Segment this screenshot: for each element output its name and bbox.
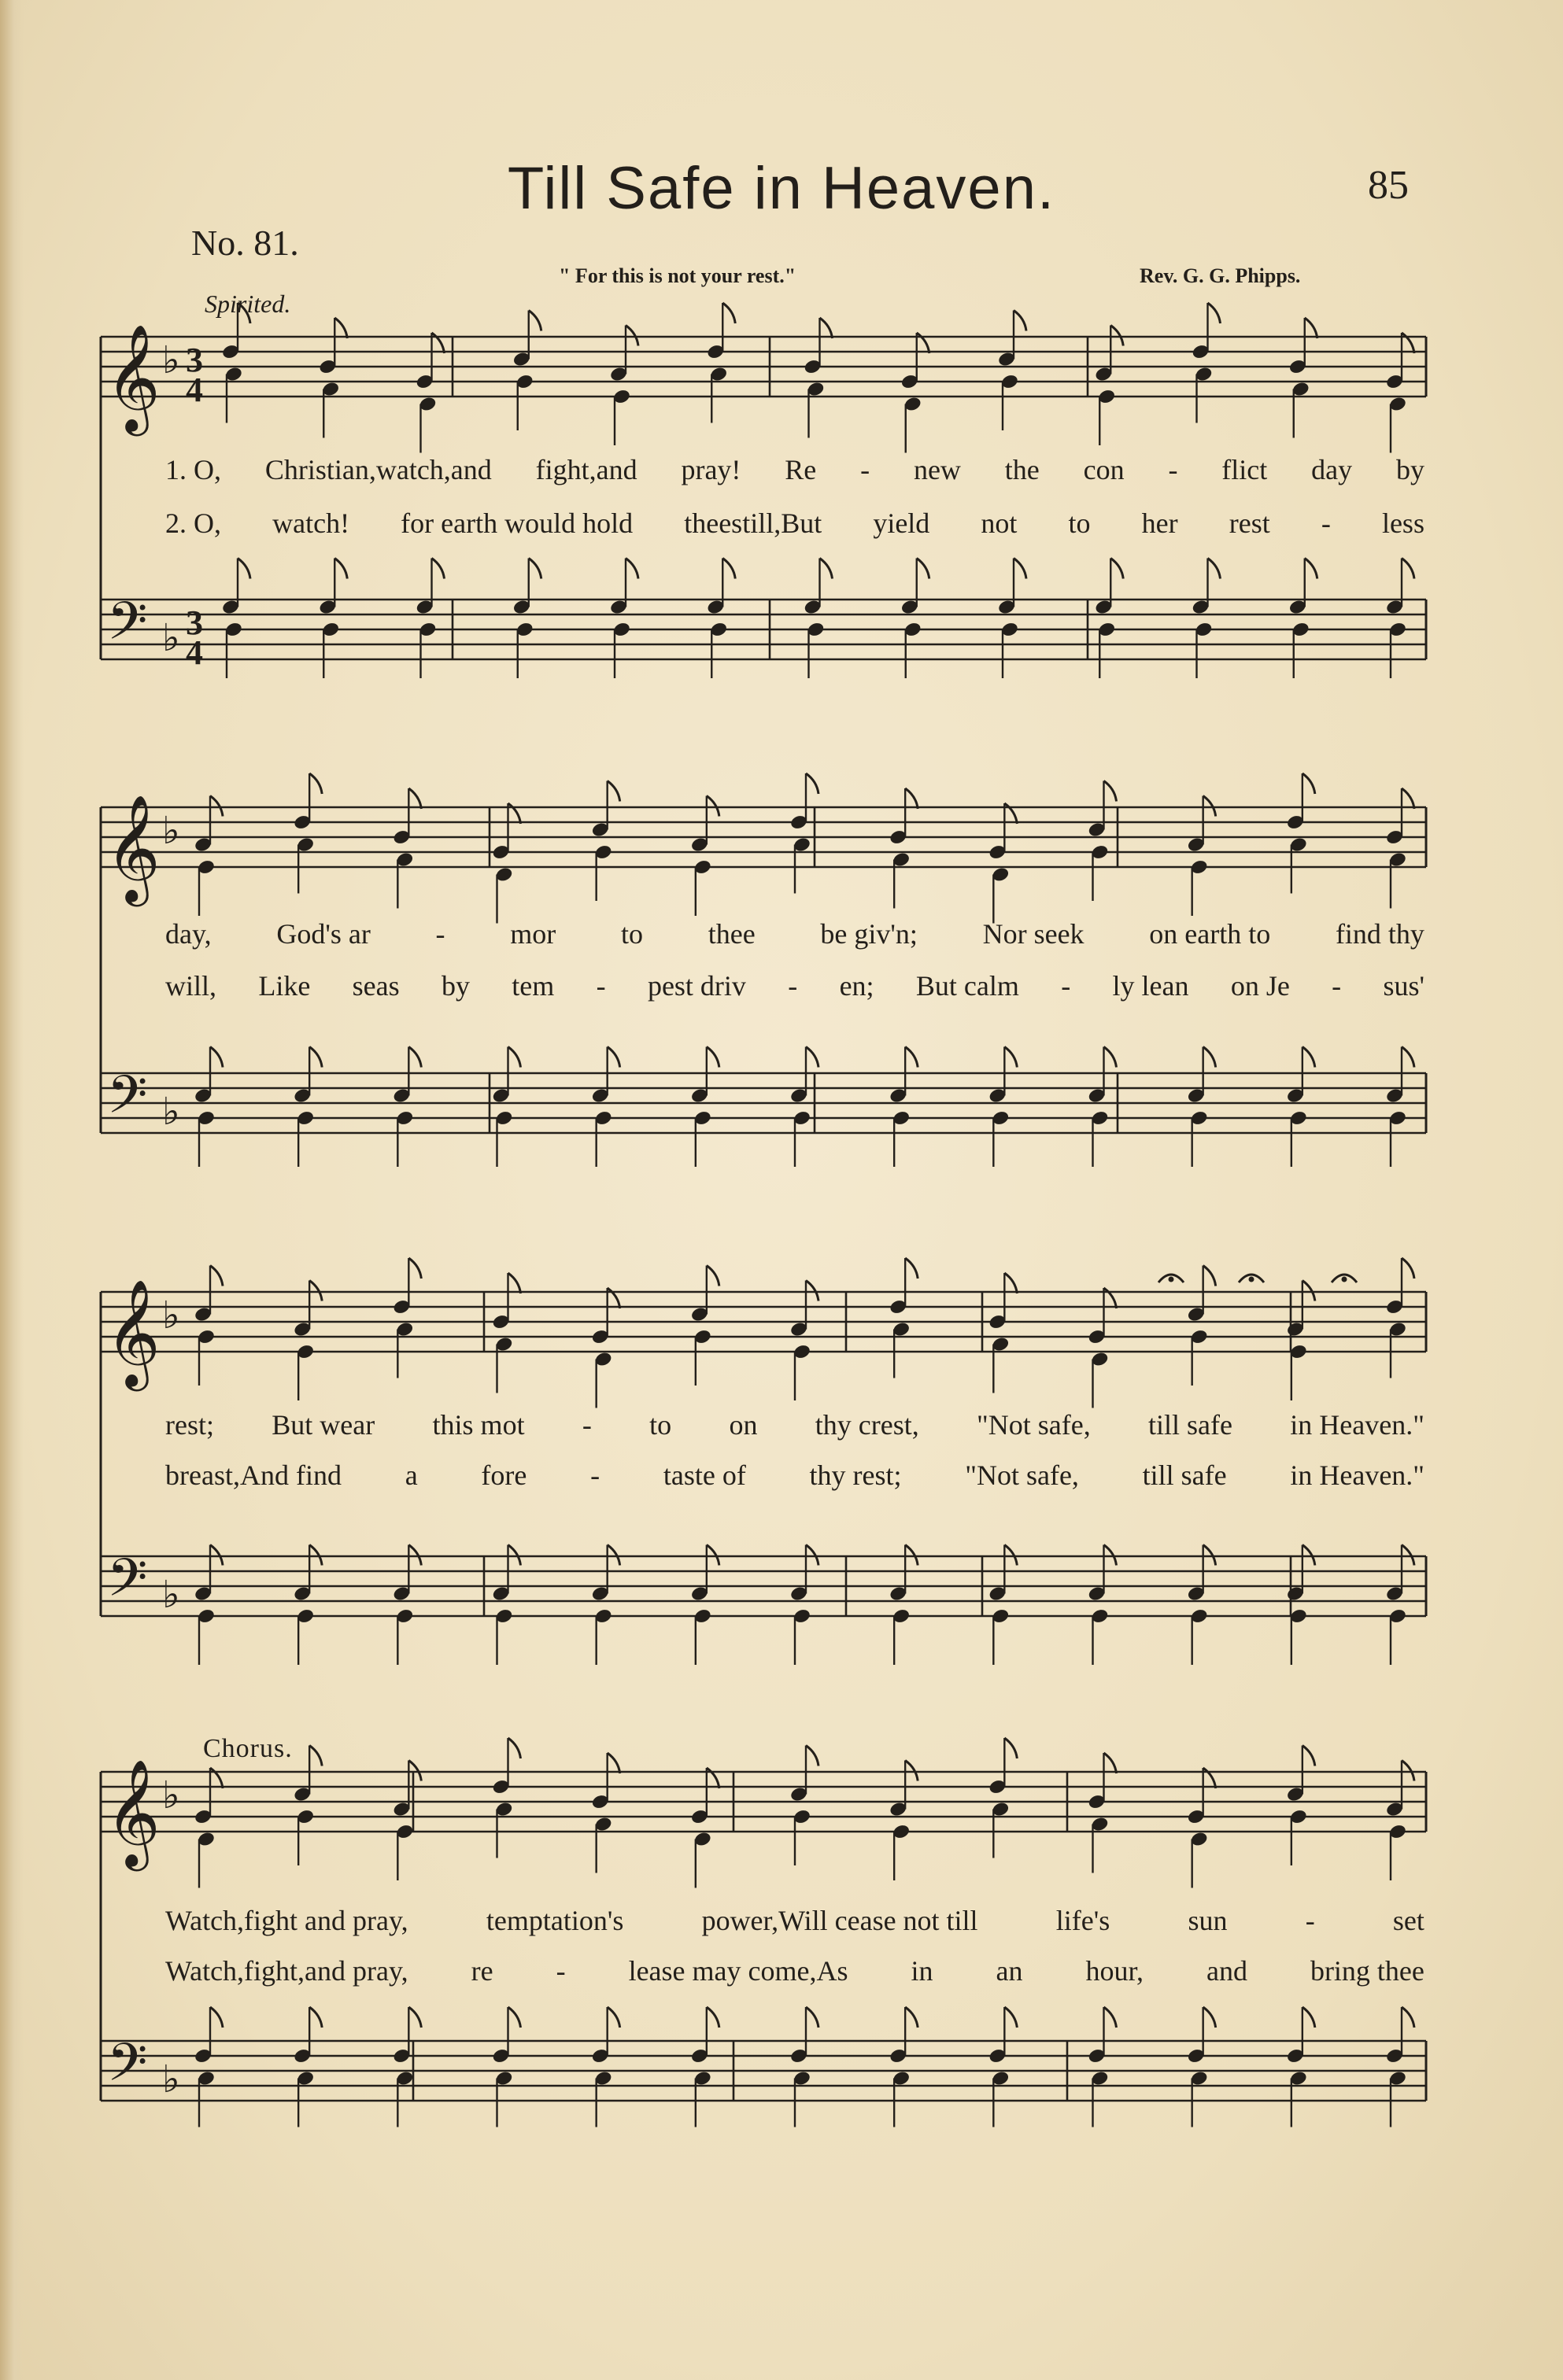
lyric-syllable: Watch,fight,and pray, — [165, 1955, 408, 1987]
lyric-syllable: will, — [165, 970, 217, 1002]
lyric-syllable: pray! — [681, 454, 741, 485]
note-flag — [1203, 1545, 1216, 1566]
key-signature-flat: ♭ — [162, 616, 180, 660]
hymn-number: No. 81. — [191, 223, 299, 263]
lyric-syllable: in Heaven." — [1290, 1409, 1424, 1441]
note-flag — [626, 559, 638, 579]
note-flag — [1203, 1266, 1216, 1286]
bass-clef: 𝄢 — [107, 1548, 148, 1621]
bass-clef: 𝄢 — [107, 2032, 148, 2105]
note-flag — [1104, 1047, 1117, 1068]
note-flag — [1110, 326, 1123, 346]
lyric-syllable: en; — [839, 970, 874, 1002]
lyric-syllable: to — [620, 918, 643, 950]
lyric-syllable: - — [1332, 970, 1342, 1002]
note-flag — [1014, 559, 1026, 579]
note-flag — [210, 1047, 223, 1068]
note-flag — [905, 1761, 918, 1781]
note-flag — [905, 1545, 918, 1566]
treble-clef: 𝄞 — [105, 1278, 161, 1386]
lyric-syllable: an — [996, 1955, 1023, 1987]
lyric-syllable: "Not safe, — [977, 1409, 1091, 1441]
note-flag — [1302, 1047, 1315, 1068]
note-flag — [309, 1281, 322, 1301]
key-signature-flat: ♭ — [162, 1090, 180, 1134]
lyric-syllable: the — [1004, 454, 1040, 485]
note-flag — [806, 1281, 818, 1301]
note-flag — [806, 1047, 818, 1068]
lyric-syllable: lease may come,As — [628, 1955, 848, 1987]
note-flag — [608, 781, 620, 802]
note-flag — [722, 303, 735, 323]
note-flag — [806, 1746, 818, 1766]
lyric-syllable: But calm — [915, 970, 1019, 1002]
lyric-syllable: till safe — [1148, 1409, 1232, 1441]
lyric-syllable: power,Will cease not till — [701, 1905, 978, 1936]
note-flag — [1104, 1545, 1117, 1566]
note-flag — [432, 559, 445, 579]
note-flag — [1208, 303, 1221, 323]
lyric-syllable: Re — [785, 454, 817, 485]
lyric-syllable: by — [441, 970, 470, 1002]
chorus-label: Chorus. — [203, 1734, 293, 1763]
note-flag — [1302, 1281, 1315, 1301]
key-signature-flat: ♭ — [162, 1773, 180, 1817]
lyric-syllable: temptation's — [486, 1905, 624, 1936]
lyric-syllable: life's — [1055, 1905, 1110, 1936]
lyric-syllable: taste of — [663, 1459, 746, 1491]
lyric-syllable: - — [582, 1409, 592, 1441]
lyric-syllable: God's ar — [276, 918, 371, 950]
lyric-syllable: her — [1141, 507, 1178, 539]
lyric-syllable: seas — [352, 970, 400, 1002]
bass-clef: 𝄢 — [107, 591, 148, 664]
note-flag — [1302, 1746, 1315, 1766]
key-signature-flat: ♭ — [162, 1573, 180, 1617]
lyric-syllable: find thy — [1335, 918, 1424, 950]
lyric-syllable: to — [649, 1409, 672, 1441]
lyric-syllable: - — [596, 970, 606, 1002]
note-flag — [1402, 559, 1414, 579]
lyric-syllable: - — [435, 918, 445, 950]
lyric-syllable: - — [860, 454, 870, 485]
lyric-syllable: day, — [165, 918, 212, 950]
note-flag — [1014, 311, 1026, 331]
treble-clef: 𝄞 — [105, 793, 161, 902]
note-flag — [309, 1746, 322, 1766]
lyric-syllable: till safe — [1142, 1459, 1227, 1491]
note-flag — [722, 559, 735, 579]
lyric-syllable: - — [1168, 454, 1178, 485]
note-flag — [1402, 1258, 1414, 1279]
lyric-syllable: con — [1083, 454, 1125, 485]
lyric-syllable: 2. O, — [165, 507, 221, 539]
lyric-syllable: rest — [1229, 507, 1270, 539]
note-flag — [309, 1545, 322, 1566]
note-flag — [608, 1753, 620, 1773]
lyric-syllable: in — [911, 1955, 933, 1987]
lyric-syllable: tem — [512, 970, 555, 1002]
hymn-title: Till Safe in Heaven. — [507, 155, 1056, 222]
lyric-syllable: less — [1381, 507, 1424, 539]
key-signature-flat: ♭ — [162, 809, 180, 853]
bass-clef: 𝄢 — [107, 1065, 148, 1138]
note-flag — [210, 1266, 223, 1286]
note-flag — [238, 559, 250, 579]
note-flag — [1302, 2007, 1315, 2028]
note-flag — [905, 788, 918, 809]
note-flag — [820, 559, 833, 579]
note-flag — [238, 303, 250, 323]
note-flag — [1402, 1545, 1414, 1566]
key-signature-flat: ♭ — [162, 1293, 180, 1338]
time-signature-top: 3 — [186, 341, 203, 379]
author-credit: Rev. G. G. Phipps. — [1140, 264, 1301, 287]
note-flag — [508, 1738, 521, 1758]
lyric-syllable: a — [405, 1459, 418, 1491]
lyric-syllable: - — [590, 1459, 600, 1491]
page-number: 85 — [1368, 163, 1409, 208]
note-flag — [210, 1545, 223, 1566]
epigraph: " For this is not your rest." — [559, 264, 796, 287]
treble-clef: 𝄞 — [105, 1758, 161, 1866]
note-flag — [408, 1258, 421, 1279]
note-flag — [1402, 788, 1414, 809]
lyric-syllable: fight,and — [535, 454, 637, 485]
note-flag — [905, 1047, 918, 1068]
lyric-syllable: mor — [510, 918, 556, 950]
lyric-syllable: - — [1321, 507, 1331, 539]
key-signature-flat: ♭ — [162, 2057, 180, 2101]
note-flag — [608, 2007, 620, 2028]
time-signature-bottom: 4 — [186, 633, 203, 672]
note-flag — [309, 1047, 322, 1068]
note-flag — [1402, 1761, 1414, 1781]
note-flag — [917, 559, 929, 579]
note-flag — [408, 2007, 421, 2028]
note-flag — [309, 773, 322, 794]
lyric-syllable: be giv'n; — [820, 918, 918, 950]
lyric-syllable: breast,And find — [165, 1459, 342, 1491]
lyric-syllable: - — [1061, 970, 1071, 1002]
lyric-syllable: by — [1395, 454, 1424, 485]
note-flag — [1203, 2007, 1216, 2028]
lyric-syllable: - — [556, 1955, 566, 1987]
note-flag — [707, 2007, 719, 2028]
lyric-syllable: day — [1311, 454, 1353, 485]
note-flag — [1004, 1545, 1017, 1566]
time-signature-bottom: 4 — [186, 371, 203, 409]
note-flag — [508, 2007, 521, 2028]
note-flag — [1110, 559, 1123, 579]
note-flag — [1104, 781, 1117, 802]
lyric-syllable: on Je — [1230, 970, 1290, 1002]
note-flag — [309, 2007, 322, 2028]
lyric-syllable: set — [1392, 1905, 1424, 1936]
note-flag — [508, 1545, 521, 1566]
lyric-syllable: "Not safe, — [965, 1459, 1079, 1491]
note-flag — [1203, 796, 1216, 817]
note-flag — [1004, 1273, 1017, 1293]
lyric-syllable: fore — [481, 1459, 527, 1491]
time-signature-top: 3 — [186, 603, 203, 642]
note-flag — [1402, 2007, 1414, 2028]
key-signature-flat: ♭ — [162, 338, 180, 382]
note-flag — [608, 1047, 620, 1068]
note-flag — [210, 2007, 223, 2028]
note-flag — [1203, 1047, 1216, 1068]
lyric-syllable: thee — [708, 918, 756, 950]
lyric-syllable: pest driv — [647, 970, 746, 1002]
lyric-syllable: thy rest; — [809, 1459, 902, 1491]
note-flag — [608, 1545, 620, 1566]
lyric-syllable: sun — [1188, 1905, 1228, 1936]
note-flag — [508, 1273, 521, 1293]
note-flag — [1208, 559, 1221, 579]
lyric-syllable: bring thee — [1310, 1955, 1424, 1987]
note-flag — [1104, 1753, 1117, 1773]
lyric-syllable: Watch,fight and pray, — [165, 1905, 408, 1936]
note-flag — [707, 796, 719, 817]
lyric-syllable: on earth to — [1149, 918, 1271, 950]
note-flag — [508, 1047, 521, 1068]
lyric-syllable: rest; — [165, 1409, 214, 1441]
fermata-dot — [1249, 1277, 1254, 1282]
note-flag — [707, 1545, 719, 1566]
lyric-syllable: thy crest, — [815, 1409, 919, 1441]
note-flag — [905, 2007, 918, 2028]
lyric-syllable: flict — [1221, 454, 1268, 485]
lyric-syllable: for earth would hold — [401, 507, 634, 539]
lyric-syllable: Nor seek — [982, 918, 1084, 950]
note-flag — [1305, 559, 1317, 579]
note-flag — [334, 559, 347, 579]
note-flag — [806, 773, 818, 794]
lyric-syllable: Christian,watch,and — [264, 454, 492, 485]
note-flag — [334, 318, 347, 338]
lyric-syllable: - — [788, 970, 798, 1002]
note-flag — [210, 796, 223, 817]
note-flag — [1302, 773, 1315, 794]
lyric-syllable: yield — [873, 507, 930, 539]
note-flag — [820, 318, 833, 338]
fermata-dot — [1169, 1277, 1174, 1282]
note-flag — [408, 1761, 421, 1781]
lyric-syllable: theestill,But — [684, 507, 822, 539]
lyric-syllable: sus' — [1383, 970, 1424, 1002]
lyric-syllable: re — [471, 1955, 493, 1987]
lyric-syllable: - — [1305, 1905, 1315, 1936]
note-flag — [408, 788, 421, 809]
note-flag — [806, 2007, 818, 2028]
note-flag — [1004, 1738, 1017, 1758]
lyric-syllable: ly lean — [1112, 970, 1189, 1002]
lyric-syllable: this mot — [432, 1409, 525, 1441]
lyric-syllable: and — [1206, 1955, 1247, 1987]
treble-clef: 𝄞 — [105, 323, 161, 431]
lyric-syllable: 1. O, — [165, 454, 221, 485]
lyric-syllable: not — [981, 507, 1018, 539]
fermata-dot — [1342, 1277, 1347, 1282]
note-flag — [1104, 2007, 1117, 2028]
lyric-syllable: hour, — [1085, 1955, 1144, 1987]
lyric-syllable: But wear — [272, 1409, 375, 1441]
lyric-syllable: Like — [258, 970, 311, 1002]
note-flag — [1004, 2007, 1017, 2028]
note-flag — [1302, 1545, 1315, 1566]
note-flag — [1305, 318, 1317, 338]
note-flag — [626, 326, 638, 346]
lyric-syllable: on — [729, 1409, 758, 1441]
lyric-syllable: to — [1068, 507, 1091, 539]
note-flag — [1402, 1047, 1414, 1068]
lyric-syllable: watch! — [272, 507, 350, 539]
lyric-syllable: in Heaven." — [1290, 1459, 1424, 1491]
tempo-marking: Spirited. — [205, 290, 291, 318]
note-flag — [529, 311, 541, 331]
lyric-syllable: new — [913, 454, 961, 485]
note-flag — [408, 1047, 421, 1068]
note-flag — [707, 1047, 719, 1068]
note-flag — [1004, 1047, 1017, 1068]
note-flag — [707, 1266, 719, 1286]
note-flag — [529, 559, 541, 579]
note-flag — [408, 1545, 421, 1566]
note-flag — [905, 1258, 918, 1279]
note-flag — [806, 1545, 818, 1566]
